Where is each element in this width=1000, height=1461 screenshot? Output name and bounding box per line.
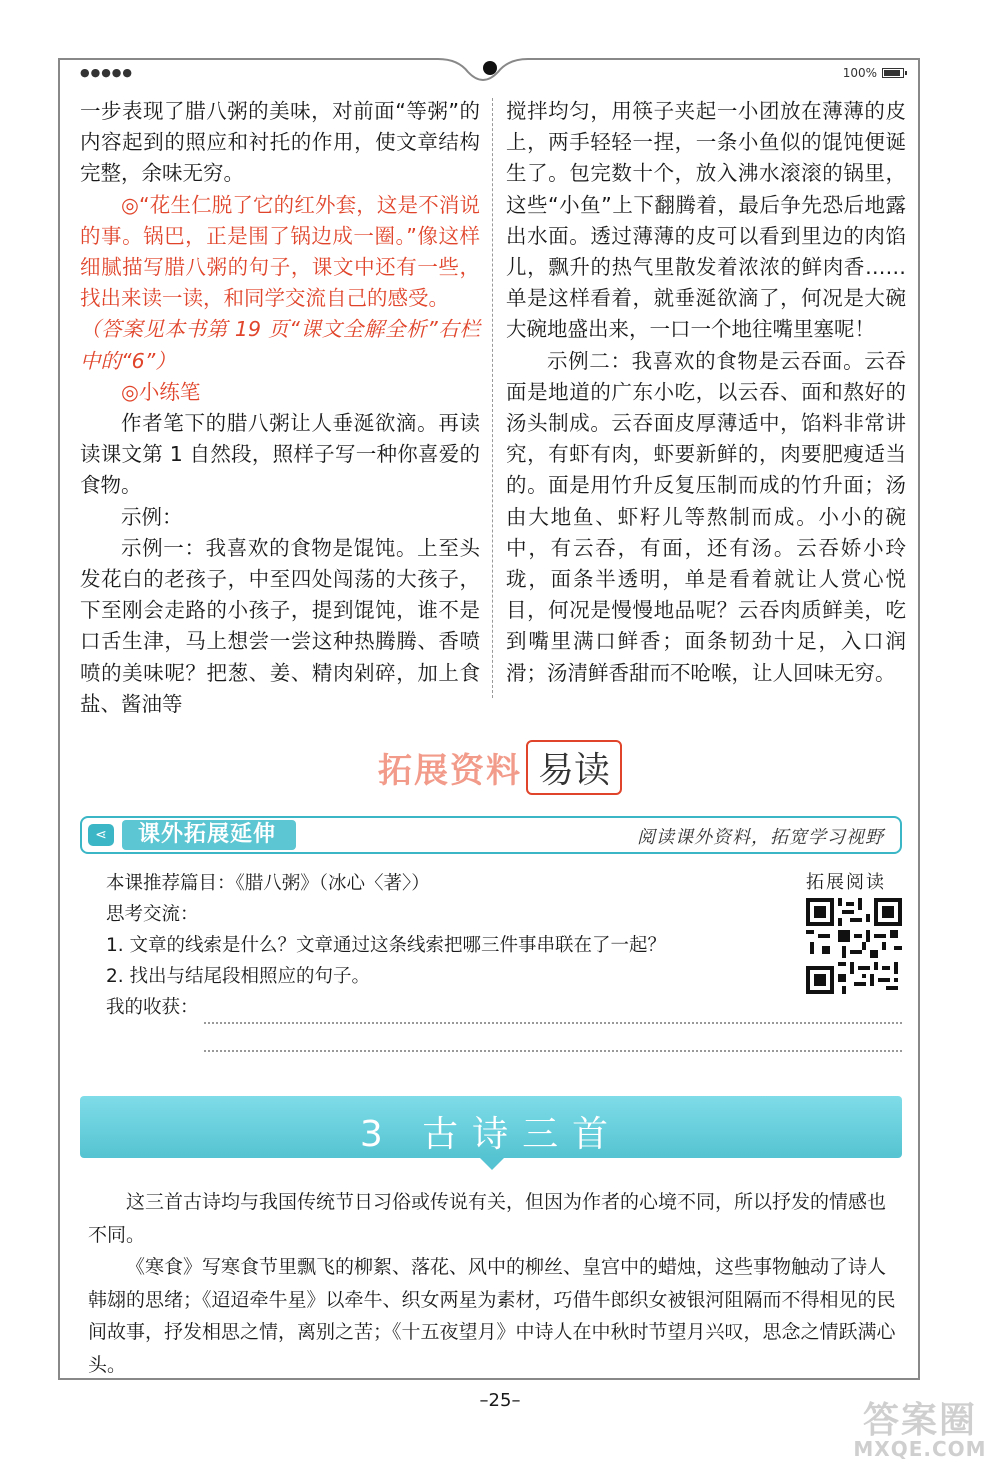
recommended-reading: 本课推荐篇目：《腊八粥》（冰心〈著〉） xyxy=(106,873,430,894)
qr-code-icon[interactable] xyxy=(806,898,902,994)
banner-pointer xyxy=(480,1158,504,1170)
extension-title: 课外拓展延伸 xyxy=(122,820,296,850)
lesson-title: 3 古诗三首 xyxy=(359,1114,623,1155)
share-icon: ⋖ xyxy=(88,824,114,846)
battery-icon xyxy=(882,68,904,78)
right-column xyxy=(506,96,906,689)
harvest-answer-line-2[interactable] xyxy=(204,1050,902,1052)
extension-body xyxy=(106,868,796,1023)
question-two: 2. 找出与结尾段相照应的句子。 xyxy=(106,966,371,987)
signal-indicator: ●●●●● xyxy=(80,66,133,79)
intro-paragraph-2: 《寒食》写寒食节里飘飞的柳絮、落花、风中的柳丝、皇宫中的蜡烛，这些事物触动了诗人韩翃的思绪；《迢迢牵牛星》以牵牛、织女两星为素材，巧借牛郎织女被银河阻隔而不得相见的民间故事，抒发相思之情，离别之苦；《十五夜望月》中诗人在中秋时节望月兴叹，思念之情跃满心头。 xyxy=(88,1256,896,1376)
think-label: 思考交流： xyxy=(106,904,199,925)
example-two: 示例二：我喜欢的食物是云吞面。云吞面是地道的广东小吃，以云吞、面和熬好的汤头制成。云吞面皮厚薄适中，馅料非常讲究，有虾有肉，虾要新鲜的，肉要肥瘦适当的。面是用竹升反复压制而成的竹升面；汤由大地鱼、虾籽儿等熬制而成。小小的碗中，有云吞，有面，还有汤。云吞娇小玲珑，面条半透明，单是看着就让人赏心悦目，何况是慢慢地品呢？云吞肉质鲜美，吃到嘴里满口鲜香；面条韧劲十足，入口润滑；汤清鲜香甜而不呛喉，让人回味无穷。 xyxy=(506,348,906,685)
page-number: –25– xyxy=(479,1390,521,1411)
example-one: 示例一：我喜欢的食物是馄饨。上至头发花白的老孩子，中至四处闯荡的大孩子，下至刚会走路的小孩子，提到馄饨，谁不是口舌生津，马上想尝一尝这种热腾腾、香喷喷的美味呢？把葱、姜、精肉剁碎，加上食盐、酱油等 xyxy=(80,535,480,716)
question-one: 1. 文章的线索是什么？文章通过这条线索把哪三件事串联在了一起？ xyxy=(106,935,667,956)
extension-slogan: 阅读课外资料，拓宽学习视野 xyxy=(637,827,884,848)
example-label: 示例： xyxy=(121,504,183,529)
question-text: ◎“花生仁脱了它的红外套，这是不消说的事。锅巴，正是围了锅边成一圈。”像这样细腻描写腊八粥的句子，课文中还有一些，找出来读一读，和同学交流自己的感受。 xyxy=(80,192,480,311)
column-divider xyxy=(492,98,493,698)
left-column xyxy=(80,96,480,720)
lesson-title-banner xyxy=(80,1096,902,1158)
harvest-answer-line-1[interactable] xyxy=(204,1022,902,1024)
section-banner xyxy=(0,740,1000,795)
section-banner-part-b: 易读 xyxy=(526,740,622,795)
qr-label: 拓展阅读 xyxy=(806,872,886,893)
camera-dot xyxy=(483,61,497,75)
section-banner-part-a: 拓展资料 xyxy=(377,751,522,791)
practice-title: ◎小练笔 xyxy=(121,379,201,404)
intro-paragraph-1: 这三首古诗均与我国传统节日习俗或传说有关，但因为作者的心境不同，所以抒发的情感也不同。 xyxy=(88,1191,887,1246)
practice-text: 作者笔下的腊八粥让人垂涎欲滴。再读读课文第 1 自然段，照样子写一种你喜爱的食物。 xyxy=(80,411,480,498)
extension-header-bar xyxy=(80,816,902,854)
harvest-label: 我的收获： xyxy=(106,997,199,1018)
analysis-paragraph: 一步表现了腊八粥的美味，对前面“等粥”的内容起到的照应和衬托的作用，使文章结构完整，余味无穷。 xyxy=(80,99,480,186)
battery-percent: 100% xyxy=(842,66,877,80)
watermark-logo: 答案圈 MXQE.COM xyxy=(853,1400,987,1461)
answer-note: （答案见本书第 19 页“课文全解全析”右栏中的“6”） xyxy=(80,317,480,373)
lesson-intro xyxy=(88,1186,898,1381)
example-one-continued: 搅拌均匀，用筷子夹起一小团放在薄薄的皮上，两手轻轻一捏，一条小鱼似的馄饨便诞生了。包完数十个，放入沸水滚滚的锅里，这些“小鱼”上下翻腾着，最后争先恐后地露出水面。透过薄薄的皮可以看到里边的肉馅儿，飘升的热气里散发着浓浓的鲜肉香……单是这样看着，就垂涎欲滴了，何况是大碗大碗地盛出来，一口一个地往嘴里塞呢！ xyxy=(506,99,906,342)
battery-status xyxy=(843,66,904,80)
